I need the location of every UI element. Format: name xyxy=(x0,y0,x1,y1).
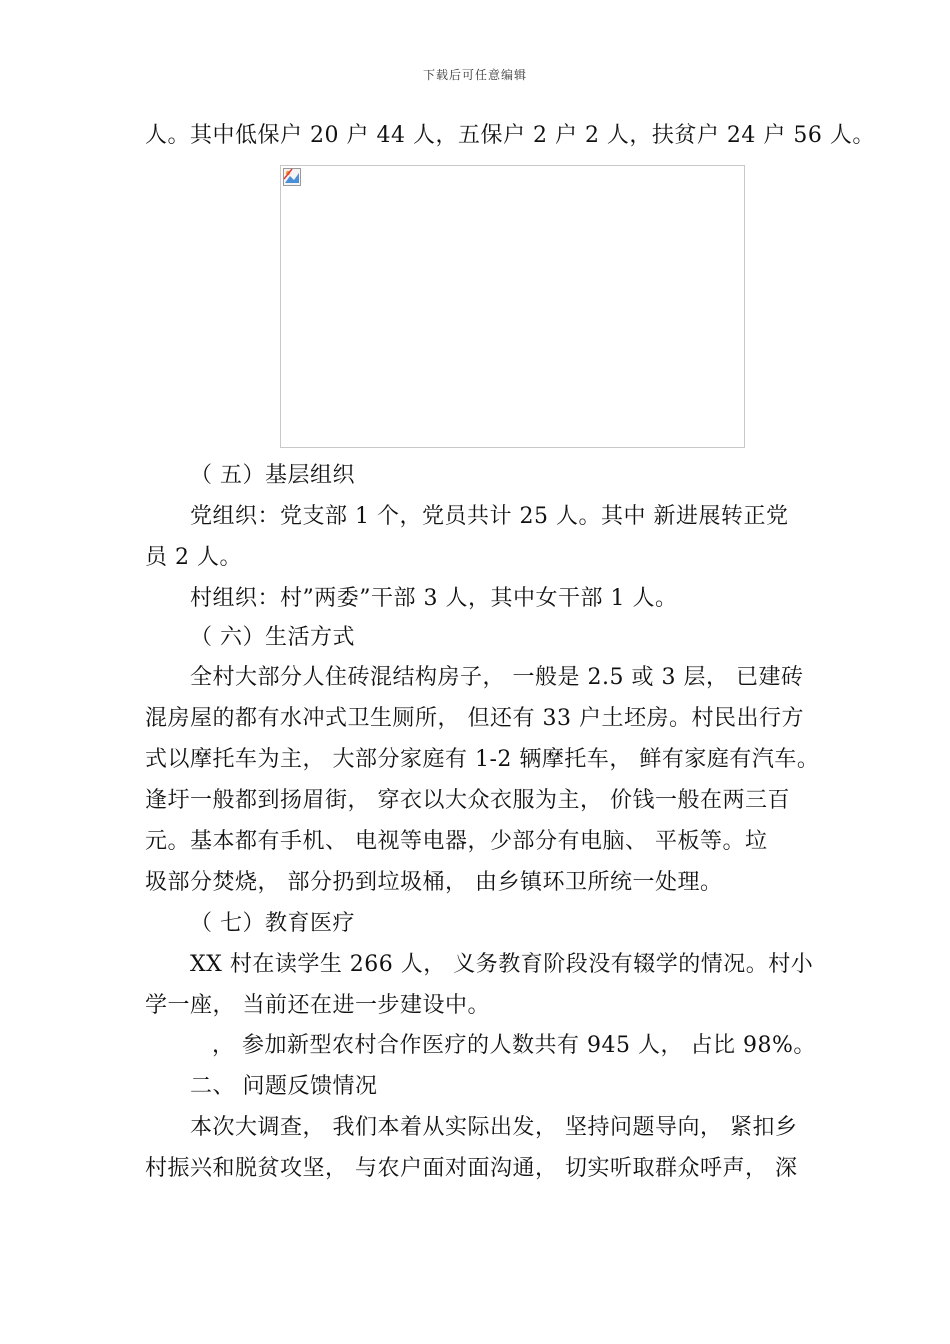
paragraph-line: 学一座， 当前还在进一步建设中。 xyxy=(145,993,490,1018)
paragraph-line: 村组织：村”两委”干部 3 人，其中女干部 1 人。 xyxy=(190,586,678,611)
paragraph-line: 圾部分焚烧， 部分扔到垃圾桶， 由乡镇环卫所统一处理。 xyxy=(145,870,723,895)
section-heading-7: （ 七）教育医疗 xyxy=(190,911,355,936)
paragraph-line: 本次大调查， 我们本着从实际出发， 坚持问题导向， 紧扣乡 xyxy=(190,1115,798,1140)
paragraph-line: 党组织：党支部 1 个，党员共计 25 人。其中 新进展转正党 xyxy=(190,504,789,529)
broken-image-icon xyxy=(283,168,301,186)
paragraph-line: XX 村在读学生 266 人， 义务教育阶段没有辍学的情况。村小 xyxy=(190,952,814,977)
paragraph-line: 式以摩托车为主， 大部分家庭有 1-2 辆摩托车， 鲜有家庭有汽车。 xyxy=(145,747,820,772)
image-placeholder xyxy=(280,165,745,448)
section-heading-6: （ 六）生活方式 xyxy=(190,625,355,650)
paragraph-line: 逢圩一般都到扬眉街， 穿衣以大众衣服为主， 价钱一般在两三百 xyxy=(145,788,790,813)
paragraph-line: 人。其中低保户 20 户 44 人，五保户 2 户 2 人，扶贫户 24 户 56 人。 xyxy=(145,123,875,148)
paragraph-line: 员 2 人。 xyxy=(145,545,242,570)
paragraph-line: 元。基本都有手机、 电视等电器，少部分有电脑、 平板等。垃 xyxy=(145,829,768,854)
paragraph-line: 村振兴和脱贫攻坚， 与农户面对面沟通， 切实听取群众呼声， 深 xyxy=(145,1156,798,1181)
paragraph-line: 全村大部分人住砖混结构房子， 一般是 2.5 或 3 层， 已建砖 xyxy=(190,665,804,690)
section-heading-5: （ 五）基层组织 xyxy=(190,463,355,488)
paragraph-line: ， 参加新型农村合作医疗的人数共有 945 人， 占比 98%。 xyxy=(212,1033,816,1058)
section-heading-2: 二、 问题反馈情况 xyxy=(190,1074,378,1099)
page-header: 下载后可任意编辑 xyxy=(422,68,527,82)
paragraph-line: 混房屋的都有水冲式卫生厕所， 但还有 33 户土坯房。村民出行方 xyxy=(145,706,804,731)
